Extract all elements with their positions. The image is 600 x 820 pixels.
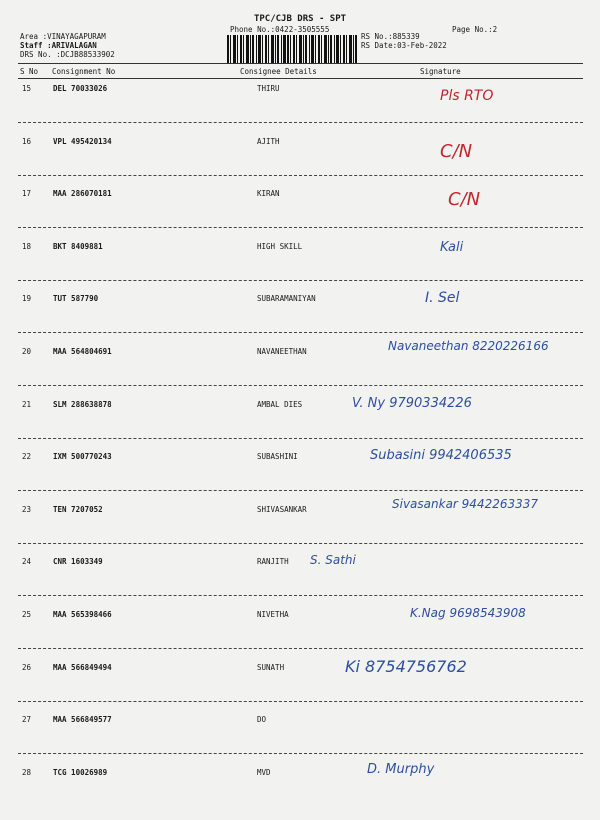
- row-sno: 15: [22, 84, 32, 93]
- table-row: [0, 189, 600, 241]
- row-sno: 27: [22, 715, 32, 725]
- table-row: [0, 656, 600, 715]
- row-signature: Ki 8754756762: [345, 656, 467, 676]
- row-consignee-name: SUBARAMANIYAN: [257, 294, 316, 304]
- row-consignment-no: TCG 10026989: [53, 767, 108, 777]
- row-signature: C/N: [448, 189, 481, 211]
- row-consignee-name: HIGH SKILL: [257, 241, 303, 251]
- table-row: [0, 339, 600, 399]
- barcode-image: [227, 35, 357, 63]
- page-number: Page No.:2: [452, 25, 498, 34]
- row-consignment-no: BKT 8409881: [53, 241, 103, 251]
- row-consignment-no: CNR 1603349: [53, 557, 103, 567]
- row-sno: 17: [22, 189, 32, 199]
- row-consignment-no: MAA 565398466: [53, 610, 112, 619]
- row-consignee-name: SHIVASANKAR: [257, 504, 307, 514]
- row-sno: 18: [22, 241, 32, 251]
- header-rule-bottom: [18, 78, 583, 79]
- row-signature: Pls RTO: [440, 88, 494, 104]
- row-divider: [18, 595, 583, 596]
- row-sno: 28: [22, 767, 32, 777]
- row-consignee-name: RANJITH: [257, 557, 289, 567]
- table-row: [0, 84, 600, 136]
- row-signature: Subasini 9942406535: [370, 448, 512, 464]
- row-sno: 20: [22, 347, 32, 356]
- rs-date: RS Date:03-Feb-2022: [361, 41, 447, 50]
- row-divider: [18, 280, 583, 281]
- row-consignee-name: THIRU: [257, 84, 280, 93]
- row-divider: [18, 122, 583, 123]
- row-signature: V. Ny 9790334226: [352, 395, 472, 411]
- col-consignee-header: Consignee Details: [240, 67, 317, 76]
- row-divider: [18, 175, 583, 176]
- col-sno-header: S No: [20, 67, 39, 76]
- col-signature-header: Signature: [420, 67, 461, 76]
- row-consignment-no: MAA 566849577: [53, 715, 112, 725]
- row-consignment-no: TEN 7207052: [53, 504, 103, 514]
- row-consignee-name: AJITH: [257, 136, 280, 146]
- col-consignment-header: Consignment No: [52, 67, 116, 76]
- row-consignment-no: IXM 500770243: [53, 452, 112, 462]
- drs-number: DRS No. :DCJB88533902: [20, 50, 115, 59]
- row-consignment-no: DEL 70033026: [53, 84, 108, 93]
- row-sno: 19: [22, 294, 32, 304]
- row-divider: [18, 648, 583, 649]
- row-signature: K.Nag 9698543908: [410, 606, 526, 620]
- row-consignment-no: VPL 495420134: [53, 136, 112, 146]
- row-consignment-no: SLM 288638878: [53, 399, 112, 409]
- row-signature: C/N: [440, 140, 473, 162]
- row-signature: Kali: [440, 239, 464, 255]
- row-consignee-name: SUBASHINI: [257, 452, 298, 462]
- row-consignee-name: NIVETHA: [257, 610, 289, 619]
- row-divider: [18, 332, 583, 333]
- row-divider: [18, 753, 583, 754]
- row-consignee-name: KIRAN: [257, 189, 280, 199]
- row-consignment-no: MAA 286070181: [53, 189, 112, 199]
- table-row: [0, 715, 600, 767]
- table-row: [0, 606, 600, 662]
- row-consignee-name: SUNATH: [257, 662, 285, 672]
- table-row: [0, 553, 600, 609]
- row-sno: 23: [22, 504, 32, 514]
- document-title: TPC/CJB DRS - SPT: [253, 14, 347, 24]
- row-divider: [18, 543, 583, 544]
- row-signature: I. Sel: [425, 290, 460, 307]
- table-row: [0, 395, 600, 452]
- table-row: [0, 137, 600, 189]
- table-row: [0, 496, 600, 557]
- row-signature: Sivasankar 9442263337: [392, 496, 539, 511]
- row-sno: 21: [22, 399, 32, 409]
- row-consignment-no: MAA 564804691: [53, 347, 112, 356]
- row-divider: [18, 490, 583, 491]
- row-sno: 26: [22, 662, 32, 672]
- row-sno: 16: [22, 136, 32, 146]
- row-sno: 24: [22, 557, 32, 567]
- row-consignee-name: NAVANEETHAN: [257, 347, 307, 356]
- row-sno: 25: [22, 610, 32, 619]
- header-rule-top: [18, 63, 583, 64]
- row-consignee-name: AMBAL DIES: [257, 399, 303, 409]
- row-divider: [18, 438, 583, 439]
- row-consignee-name: DO: [257, 715, 267, 725]
- area-label: Area :VINAYAGAPURAM: [20, 32, 106, 41]
- staff-label: Staff :ARIVALAGAN: [20, 41, 97, 50]
- row-consignment-no: MAA 566849494: [53, 662, 112, 672]
- row-consignment-no: TUT 587790: [53, 294, 99, 304]
- row-signature: D. Murphy: [367, 761, 435, 777]
- row-signature: S. Sathi: [310, 553, 356, 568]
- row-consignee-name: MVD: [257, 767, 271, 777]
- table-row: [0, 761, 600, 820]
- phone-number: Phone No.:0422-3505555: [230, 25, 330, 34]
- rs-number: RS No.:885339: [361, 32, 420, 41]
- row-divider: [18, 701, 583, 702]
- row-signature: Navaneethan 8220226166: [388, 339, 549, 353]
- row-sno: 22: [22, 452, 32, 462]
- row-divider: [18, 385, 583, 386]
- row-divider: [18, 227, 583, 228]
- table-row: [0, 239, 600, 294]
